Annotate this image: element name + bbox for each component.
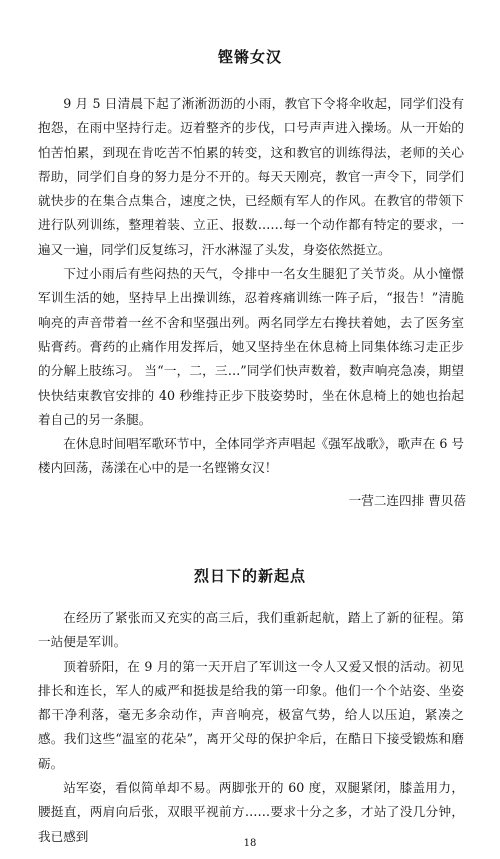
author-signature: 一营二连四排 曹贝蓓 (348, 493, 466, 508)
paragraph: 顶着骄阳，在 9 月的第一天开启了军训这一令人又爱又恨的活动。初见排长和连长，军人的威严和挺拔是给我的第一印象。他们一个个站姿、坐姿都干净利落，毫无多余动作，声音响亮，极富气势，给人以压迫，紧凑之感。我们这些“温室的花朵”，离开父母的保护伞后，在酷日下接受锻炼和磨砺。 (38, 658, 464, 771)
article-title: 铿锵女汉 (217, 48, 282, 66)
paragraph: 站军姿，看似简单却不易。两脚张开的 60 度，双腿紧闭，膝盖用力，腰挺直，两肩向后张，双眼平视前方……要求十分之多，才站了没几分钟，我已感到 (38, 780, 464, 844)
paragraph: 9 月 5 日清晨下起了淅淅沥沥的小雨，教官下令将伞收起，同学们没有抱怨，在雨中坚持行走。迈着整齐的步伐，口号声声进入操场。从一开始的怕苦怕累，到现在肯吃苦不怕累的转变，这和教官的训练得法，老师的关心帮助，同学们自身的努力是分不开的。每天天刚亮，教官一声令下，同学们就快步的在集合点集合，速度之快，已经颇有军人的作风。在教官的带领下进行队列训练，整理着装、立正、报数……每一个动作都有特定的要求，一遍又一遍，同学们反复练习，汗水淋湿了头发，身姿依然挺立。 (38, 96, 464, 257)
paragraph: 在经历了紧张而又充实的高三后，我们重新起航，踏上了新的征程。第一站便是军训。 (38, 610, 464, 650)
article-body (38, 606, 464, 849)
article-body (38, 92, 464, 481)
article-title: 烈日下的新起点 (193, 567, 306, 585)
paragraph: 下过小雨后有些闷热的天气，令排中一名女生腿犯了关节炎。从小憧憬军训生活的她，坚持早上出操训练，忍着疼痛训练一阵子后，“报告！”清脆响亮的声音带着一丝不舍和坚强出列。两名同学左右搀扶着她，去了医务室贴膏药。膏药的止痛作用发挥后，她又坚持坐在休息椅上同集体练习走正步的分解上肢练习。 当“一，二，三…”同学们快声数着，数声响亮急凑，期望快快结束教官安排的 40 秒维持正步下肢姿势时，坐在休息椅上的她也抬起着自己的另一条腿。 (38, 266, 464, 427)
paragraph: 在休息时间唱军歌环节中，全体同学齐声唱起《强军战歌》，歌声在 6 号楼内回荡，荡漾在心中的是一名铿锵女汉！ (38, 436, 464, 476)
page-number: 18 (243, 838, 257, 849)
